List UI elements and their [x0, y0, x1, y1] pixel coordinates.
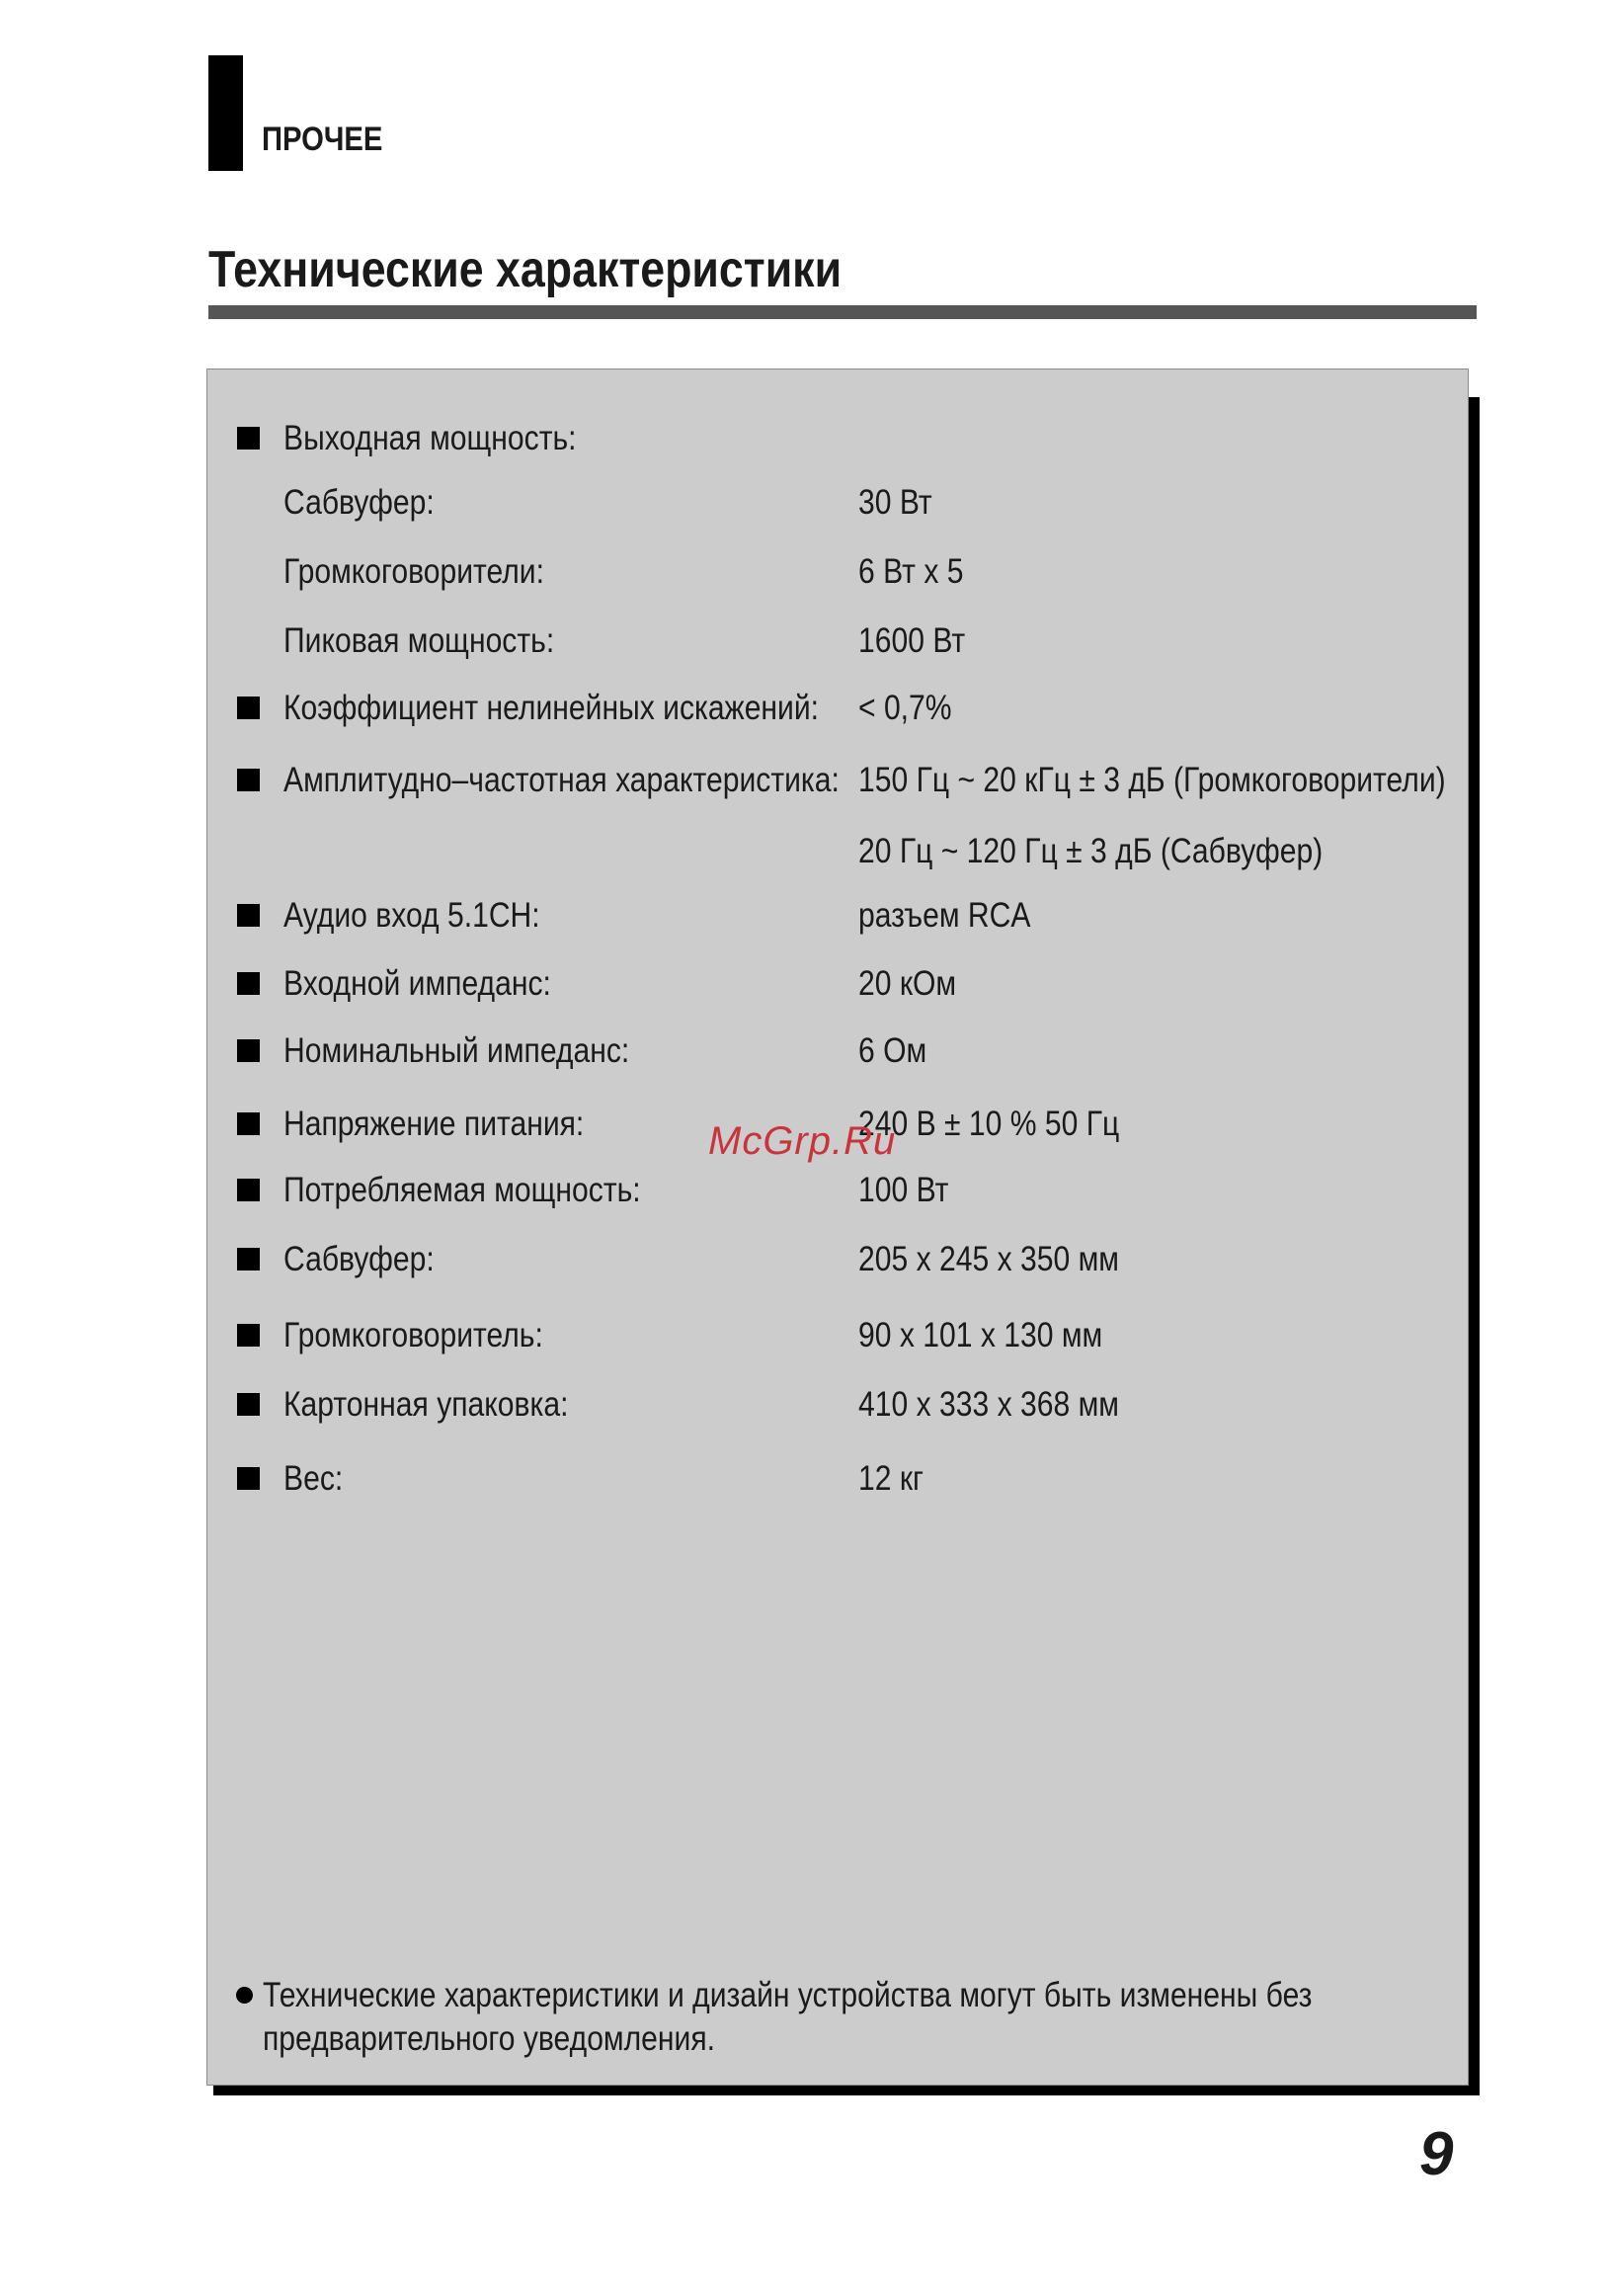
- bullet-square-icon: [237, 1467, 260, 1490]
- bullet-square-icon: [237, 972, 260, 995]
- spec-value: 90 x 101 x 130 мм: [858, 1316, 1103, 1354]
- page-number: 9: [1419, 2120, 1454, 2188]
- spec-label: Напряжение питания:: [283, 1105, 585, 1143]
- watermark: McGrp.Ru: [708, 1119, 897, 1163]
- bullet-square-icon: [237, 1039, 260, 1062]
- page-title: Технические характеристики: [208, 241, 843, 298]
- spec-value: 100 Вт: [858, 1171, 949, 1209]
- note-bullet-icon: [236, 1987, 253, 2004]
- spec-row-subwoofer-power: [207, 481, 1468, 531]
- spec-value: 6 Ом: [858, 1031, 927, 1070]
- spec-row-speaker-dimensions: [207, 1314, 1468, 1363]
- spec-row-weight: [207, 1457, 1468, 1507]
- spec-value: 6 Вт x 5: [858, 552, 964, 591]
- spec-value: < 0,7%: [858, 689, 952, 727]
- spec-value: 205 x 245 x 350 мм: [858, 1240, 1119, 1278]
- bullet-square-icon: [237, 427, 260, 450]
- spec-label: Картонная упаковка:: [283, 1385, 569, 1424]
- spec-label: Громкоговорители:: [283, 552, 544, 591]
- spec-row-carton-dimensions: [207, 1383, 1468, 1433]
- spec-label: Сабвуфер:: [283, 483, 435, 522]
- spec-label: Пиковая мощность:: [283, 621, 555, 660]
- spec-row-audio-input: [207, 894, 1468, 943]
- spec-row-speakers-power: [207, 550, 1468, 600]
- spec-row-power-consumption: [207, 1169, 1468, 1218]
- spec-panel: [206, 369, 1469, 2086]
- spec-label: Вес:: [283, 1459, 344, 1498]
- bullet-square-icon: [237, 1179, 260, 1201]
- spec-label: Входной импеданс:: [283, 964, 551, 1003]
- bullet-square-icon: [237, 1393, 260, 1416]
- spec-value: 12 кг: [858, 1459, 924, 1498]
- bullet-square-icon: [237, 1112, 260, 1135]
- spec-value: 20 Гц ~ 120 Гц ± 3 дБ (Сабвуфер): [858, 832, 1324, 870]
- spec-label: Потребляемая мощность:: [283, 1171, 641, 1209]
- spec-value: разъем RCA: [858, 896, 1031, 935]
- section-marker-bar: [208, 55, 243, 171]
- spec-label: Амплитудно–частотная характеристика:: [283, 761, 840, 799]
- bullet-square-icon: [237, 1324, 260, 1347]
- spec-label: Номинальный импеданс:: [283, 1031, 630, 1070]
- spec-value: 30 Вт: [858, 483, 932, 522]
- bullet-square-icon: [237, 697, 260, 719]
- bullet-square-icon: [237, 769, 260, 791]
- spec-row-nominal-impedance: [207, 1029, 1468, 1079]
- spec-row-frequency-response: [207, 759, 1468, 808]
- spec-value: 150 Гц ~ 20 кГц ± 3 дБ (Громкоговорители): [858, 761, 1446, 799]
- spec-label: Аудио вход 5.1CH:: [283, 896, 540, 935]
- spec-value: 1600 Вт: [858, 621, 966, 660]
- note-text-line-1: Технические характеристики и дизайн устройства могут быть изменены без: [263, 1976, 1313, 2014]
- spec-row-output-power: [207, 417, 1468, 466]
- spec-value: 410 x 333 x 368 мм: [858, 1385, 1119, 1424]
- spec-row-input-impedance: [207, 962, 1468, 1012]
- spec-row-thd: [207, 687, 1468, 736]
- spec-value: 20 кОм: [858, 964, 957, 1003]
- title-underline: [208, 305, 1477, 319]
- spec-row-peak-power: [207, 619, 1468, 669]
- spec-label: Громкоговоритель:: [283, 1316, 543, 1354]
- spec-label: Коэффициент нелинейных искажений:: [283, 689, 820, 727]
- spec-label: Сабвуфер:: [283, 1240, 435, 1278]
- bullet-square-icon: [237, 1248, 260, 1271]
- spec-value: 240 В ± 10 % 50 Гц: [858, 1105, 1120, 1143]
- spec-row-frequency-response-sub: [207, 830, 1468, 879]
- spec-row-subwoofer-dimensions: [207, 1238, 1468, 1287]
- section-label: ПРОЧЕЕ: [262, 121, 383, 158]
- spec-label: Выходная мощность:: [283, 419, 577, 457]
- note-text-line-2: предварительного уведомления.: [263, 2019, 716, 2058]
- bullet-square-icon: [237, 904, 260, 927]
